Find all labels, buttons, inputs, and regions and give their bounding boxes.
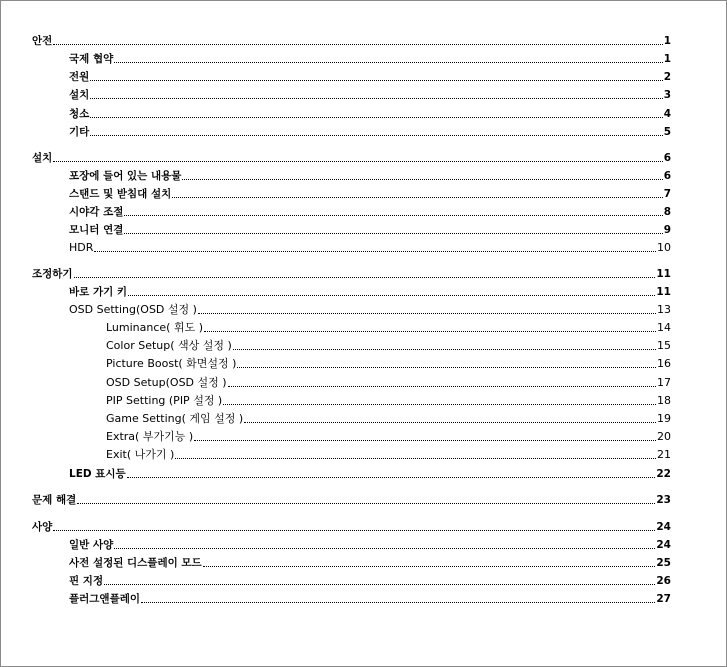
toc-entry[interactable] [1, 264, 726, 282]
toc-entry[interactable] [1, 445, 726, 463]
toc-entry-title: 청소 [69, 108, 90, 120]
toc-entry-title: 기타 [69, 126, 90, 138]
toc-entry-row [106, 318, 671, 336]
toc-entry-title: Exit( 나가기 ) [106, 448, 175, 461]
toc-dot-leader [114, 62, 662, 63]
toc-page-number: 6 [663, 152, 671, 164]
toc-entry-row [106, 445, 671, 463]
toc-page-number: 15 [657, 339, 671, 352]
toc-entry[interactable] [1, 464, 726, 482]
toc-entry-row [69, 238, 671, 256]
toc-entry-row [69, 166, 671, 184]
toc-entry-row [106, 391, 671, 409]
toc-entry[interactable] [1, 220, 726, 238]
toc-entry-row [69, 184, 671, 202]
toc-entry[interactable] [1, 282, 726, 300]
toc-dot-leader [194, 440, 656, 441]
toc-dot-leader [237, 367, 656, 368]
toc-dot-leader [53, 161, 662, 162]
toc-entry-row [106, 373, 671, 391]
toc-dot-leader [223, 404, 656, 405]
toc-entry[interactable] [1, 104, 726, 122]
toc-entry-title: Game Setting( 게임 설정 ) [106, 412, 244, 425]
toc-page-number: 14 [657, 321, 671, 334]
toc-page-number: 24 [656, 539, 671, 551]
toc-dot-leader [198, 313, 656, 314]
toc-entry-row [69, 571, 671, 589]
toc-entry-title: 안전 [32, 35, 53, 47]
toc-page-number: 25 [656, 557, 671, 569]
toc-entry-title: PIP Setting (PIP 설정 ) [106, 394, 223, 407]
toc-entry[interactable] [1, 31, 726, 49]
toc-entry[interactable] [1, 373, 726, 391]
toc-page-number: 22 [656, 468, 671, 480]
toc-entry-row [69, 464, 671, 482]
toc-dot-leader [53, 44, 662, 45]
toc-page-number: 1 [663, 53, 671, 65]
toc-entry[interactable] [1, 49, 726, 67]
toc-entry-title: 조정하기 [32, 268, 73, 280]
toc-entry[interactable] [1, 85, 726, 103]
toc-dot-leader [172, 197, 662, 198]
toc-entry-title: Extra( 부가기능 ) [106, 430, 194, 443]
toc-page-number: 24 [656, 521, 671, 533]
toc-entry-title: 포장에 들어 있는 내용물 [69, 170, 182, 182]
toc-entry-title: Luminance( 휘도 ) [106, 321, 204, 334]
toc-dot-leader [77, 503, 655, 504]
toc-entry-title: LED 표시등 [69, 468, 126, 480]
toc-entry-title: 전원 [69, 71, 90, 83]
toc-entry-title: 사양 [32, 521, 53, 533]
toc-entry-row [32, 517, 671, 535]
toc-page-number: 18 [657, 394, 671, 407]
toc-page-number: 20 [657, 430, 671, 443]
toc-dot-leader [203, 566, 656, 567]
toc-entry[interactable] [1, 589, 726, 607]
toc-page-number: 27 [656, 593, 671, 605]
toc-entry-row [69, 104, 671, 122]
toc-dot-leader [175, 458, 656, 459]
toc-dot-leader [124, 233, 662, 234]
toc-entry-title: 일반 사양 [69, 539, 114, 551]
toc-dot-leader [90, 117, 662, 118]
toc-entry[interactable] [1, 354, 726, 372]
toc-page-number: 26 [656, 575, 671, 587]
toc-entry-title: OSD Setup(OSD 설정 ) [106, 376, 227, 389]
toc-entry[interactable] [1, 427, 726, 445]
toc-entry[interactable] [1, 300, 726, 318]
toc-entry[interactable] [1, 517, 726, 535]
toc-dot-leader [94, 251, 656, 252]
toc-page-number: 6 [663, 170, 671, 182]
toc-entry-row [69, 300, 671, 318]
toc-dot-leader [124, 215, 662, 216]
toc-dot-leader [141, 602, 655, 603]
toc-page-number: 1 [663, 35, 671, 47]
toc-entry-row [106, 354, 671, 372]
toc-page-number: 9 [663, 224, 671, 236]
toc-page-number: 5 [663, 126, 671, 138]
toc-entry-row [32, 148, 671, 166]
toc-entry[interactable] [1, 409, 726, 427]
toc-dot-leader [114, 548, 655, 549]
toc-entry[interactable] [1, 122, 726, 140]
toc-dot-leader [90, 98, 662, 99]
toc-entry-title: 모니터 연결 [69, 224, 124, 236]
toc-entry[interactable] [1, 490, 726, 508]
toc-entry-title: Color Setup( 색상 설정 ) [106, 339, 232, 352]
toc-entry-row [69, 67, 671, 85]
toc-entry-title: 바로 가기 키 [69, 286, 128, 298]
toc-entry-title: 사전 설정된 디스플레이 모드 [69, 557, 202, 569]
toc-page-number: 17 [657, 376, 671, 389]
toc-page-number: 13 [657, 303, 671, 316]
toc-page-number: 10 [657, 241, 671, 254]
toc-page-number: 19 [657, 412, 671, 425]
toc-entry-row [69, 535, 671, 553]
toc-entry[interactable] [1, 67, 726, 85]
toc-entry-row [69, 85, 671, 103]
toc-dot-leader [127, 477, 656, 478]
toc-page-number: 2 [663, 71, 671, 83]
toc-page-number: 3 [663, 89, 671, 101]
toc-entry-row [32, 264, 671, 282]
toc-dot-leader [53, 530, 655, 531]
toc-dot-leader [233, 349, 656, 350]
toc-entry-title: 문제 해결 [32, 494, 77, 506]
toc-entry-row [106, 427, 671, 445]
toc-entry-row [69, 282, 671, 300]
toc-page-number: 21 [657, 448, 671, 461]
toc-entry-title: 스탠드 및 받침대 설치 [69, 188, 172, 200]
toc-entry[interactable] [1, 336, 726, 354]
toc-entry-title: 플러그앤플레이 [69, 593, 141, 605]
toc-page-number: 16 [657, 357, 671, 370]
toc-entry-row [69, 589, 671, 607]
toc-entry-title: OSD Setting(OSD 설정 ) [69, 303, 197, 316]
toc-entry-title: 설치 [32, 152, 53, 164]
toc-page-number: 7 [663, 188, 671, 200]
toc-entry[interactable] [1, 535, 726, 553]
toc-entry-row [32, 31, 671, 49]
toc-entry[interactable] [1, 166, 726, 184]
toc-page-number: 4 [663, 108, 671, 120]
toc-entry-row [69, 122, 671, 140]
toc-entry-title: 국제 협약 [69, 53, 114, 65]
toc-entry[interactable] [1, 553, 726, 571]
toc-entry-row [69, 220, 671, 238]
toc-entry-title: Picture Boost( 화면설정 ) [106, 357, 237, 370]
toc-entry-row [69, 202, 671, 220]
toc-entry[interactable] [1, 148, 726, 166]
toc-page-number: 8 [663, 206, 671, 218]
toc-dot-leader [74, 277, 656, 278]
toc-dot-leader [90, 80, 662, 81]
toc-entry[interactable] [1, 238, 726, 256]
toc-entry[interactable] [1, 571, 726, 589]
toc-entry[interactable] [1, 391, 726, 409]
toc-entry-title: 시야각 조절 [69, 206, 124, 218]
toc-dot-leader [104, 584, 655, 585]
toc-entry-row [32, 490, 671, 508]
toc-page-number: 11 [656, 268, 671, 280]
toc-dot-leader [128, 295, 655, 296]
toc-entry[interactable] [1, 184, 726, 202]
toc-entry[interactable] [1, 202, 726, 220]
toc-dot-leader [228, 386, 656, 387]
toc-dot-leader [204, 331, 656, 332]
toc-entry-row [69, 553, 671, 571]
toc-page-number: 11 [656, 286, 671, 298]
toc-entry-row [69, 49, 671, 67]
toc-page-number: 23 [656, 494, 671, 506]
toc-dot-leader [90, 135, 662, 136]
toc-entry-row [106, 409, 671, 427]
toc-dot-leader [182, 179, 662, 180]
toc-entry-row [106, 336, 671, 354]
toc-dot-leader [244, 422, 656, 423]
toc-entry[interactable] [1, 318, 726, 336]
toc-entry-title: HDR [69, 241, 94, 254]
toc-entry-title: 설치 [69, 89, 90, 101]
toc-entry-title: 핀 지정 [69, 575, 104, 587]
